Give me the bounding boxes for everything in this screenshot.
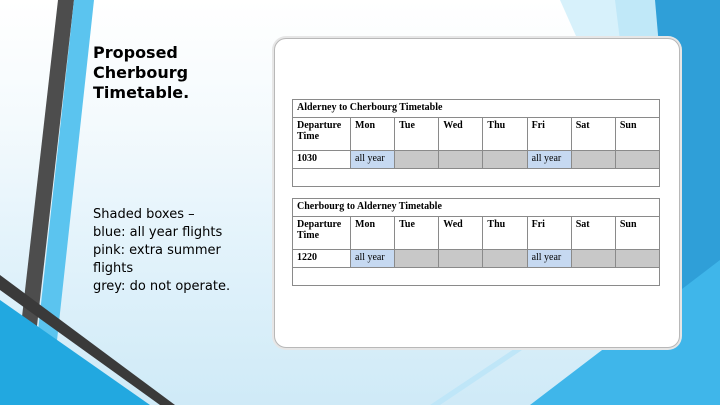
header-day: Thu xyxy=(483,118,527,151)
schedule-cell xyxy=(439,250,483,268)
header-departure-time: Departure Time xyxy=(293,118,351,151)
schedule-cell: all year xyxy=(351,151,395,169)
table-row xyxy=(293,151,660,169)
schedule-cell: all year xyxy=(351,250,395,268)
header-day: Fri xyxy=(527,217,571,250)
schedule-cell xyxy=(571,250,615,268)
header-day: Tue xyxy=(395,118,439,151)
header-day: Tue xyxy=(395,217,439,250)
table-heading: Alderney to Cherbourg Timetable xyxy=(293,100,660,118)
header-day: Sat xyxy=(571,217,615,250)
schedule-cell xyxy=(571,151,615,169)
slide-title: Proposed Cherbourg Timetable. xyxy=(93,43,190,102)
timetable-cherbourg-to-alderney xyxy=(292,198,660,286)
table-row-empty xyxy=(293,268,660,286)
schedule-cell xyxy=(615,151,659,169)
schedule-cell xyxy=(395,151,439,169)
schedule-cell xyxy=(483,151,527,169)
departure-time-cell: 1030 xyxy=(293,151,351,169)
legend-text: Shaded boxes – blue: all year flights pink: extra summer flights grey: do not operate. xyxy=(93,207,231,294)
header-day: Sat xyxy=(571,118,615,151)
table-row-empty xyxy=(293,169,660,187)
header-day: Mon xyxy=(351,118,395,151)
departure-time-cell: 1220 xyxy=(293,250,351,268)
schedule-cell xyxy=(483,250,527,268)
schedule-cell: all year xyxy=(527,151,571,169)
timetable-alderney-to-cherbourg xyxy=(292,99,660,187)
table-row xyxy=(293,250,660,268)
schedule-cell xyxy=(395,250,439,268)
header-day: Wed xyxy=(439,118,483,151)
header-day: Sun xyxy=(615,118,659,151)
header-departure-time: Departure Time xyxy=(293,217,351,250)
table-heading: Cherbourg to Alderney Timetable xyxy=(293,199,660,217)
header-day: Fri xyxy=(527,118,571,151)
schedule-cell xyxy=(439,151,483,169)
schedule-cell xyxy=(615,250,659,268)
header-day: Mon xyxy=(351,217,395,250)
header-day: Thu xyxy=(483,217,527,250)
schedule-cell: all year xyxy=(527,250,571,268)
empty-cell xyxy=(293,169,660,187)
header-day: Sun xyxy=(615,217,659,250)
timetable-panel xyxy=(274,38,680,348)
empty-cell xyxy=(293,268,660,286)
header-day: Wed xyxy=(439,217,483,250)
